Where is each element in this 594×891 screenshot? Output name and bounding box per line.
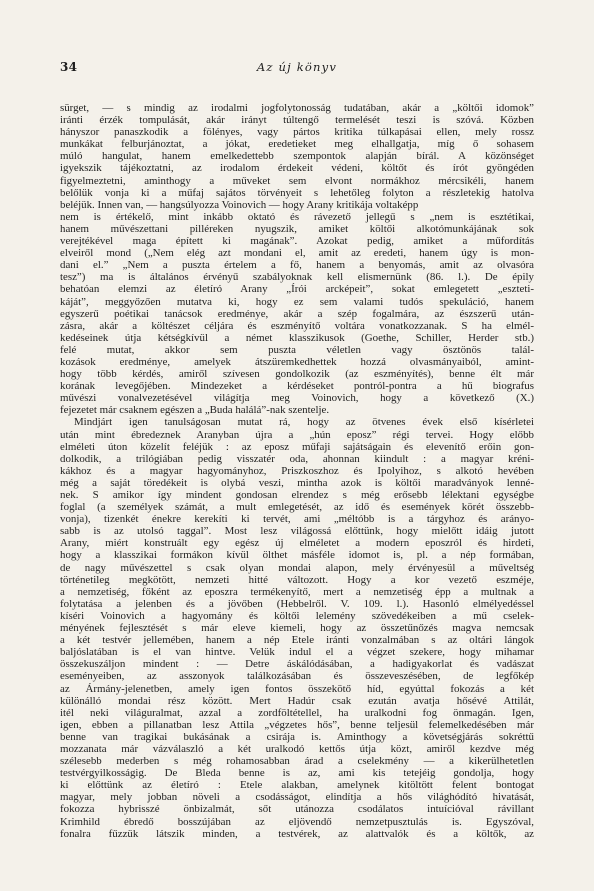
- running-title: Az új könyv: [256, 60, 338, 74]
- text-line: kozások eredménye, amelyek átszüremkedhettek hozzá olvasmányaiból, amint-: [60, 355, 534, 368]
- text-line: hogy a klasszikai formákon kívül ölthet másféle idomot is, pl. a nép formában,: [60, 549, 534, 562]
- text-line: ki előttünk az életíró : Etele alakban, amelynek kitöltött felent bontogat: [60, 779, 534, 792]
- text-line: korának levegőjében. Mindezeket a kérdéseket pontról-pontra a hű biografus: [60, 380, 534, 393]
- text-line: igyekszik tájékoztatni, az irodalom érdekeit védeni, költőt és írót gyöngéden: [60, 162, 534, 175]
- text-line: elveiről mond („Nem elég azt mondani el, amit az eredeti, hanem úgy is mon-: [60, 247, 534, 260]
- text-line: felé mutat, akkor sem puszta véletlen vagy ösztönös talál-: [60, 343, 534, 356]
- text-line: hogy több kérdés, amiről szívesen gondolkozik (az eszményítés), benne élt már: [60, 368, 534, 381]
- text-line: vonja), tizenkét énekre kerekíti ki tervét, ami „méltóbb is a tárgyhoz és arányo-: [60, 513, 534, 526]
- text-line: behatóan elemzi az életíró Arany „Írói arcképeit”, sokat emlegetett „eszteti-: [60, 283, 534, 296]
- text-line: fokozza hybrisszé önbizalmát, sőt utánozza csodálatos intuícióval rávillant: [60, 803, 534, 816]
- text-line: összekuszáljon mindent : — Detre áskálódásában, a hadigyakorlat és vadászat: [60, 658, 534, 671]
- text-line: kíséri Voinovich a hagyomány és költői lelemény szövedékeiben a mű cselek-: [60, 609, 534, 622]
- body-text: [60, 102, 534, 840]
- text-line: egyszerű poétikai tanácsok eredménye, akár a szép fogalmára, az észszerű után-: [60, 307, 534, 320]
- text-line: az Ármány-jelenetben, amely igen fontos összekötő híd, egyúttal fokozás a két: [60, 682, 534, 695]
- text-line: itél neki világuralmat, azzal a zordföltétellel, ha uralkodni fog önmagán. Igen,: [60, 706, 534, 719]
- text-line: történetileg megkötött, nemzeti hitté változott. Hogy a kor vezető eszméje,: [60, 573, 534, 586]
- text-line: Mindjárt igen tanulságosan mutat rá, hogy az ötvenes évek első kísérletei: [74, 416, 534, 429]
- text-line: Krimhild ébredő bosszújában az eljövendő nemzetpusztulás is. Egyszóval,: [60, 815, 534, 828]
- text-line: szélesebb mederben s még rohamosabban árad a cselekmény — a kikerülhetetlen: [60, 755, 534, 768]
- text-line: belőlük vonja ki a műfaj sajátos törvényeit s lehetőleg folyton a részletekig hatolva: [60, 186, 534, 199]
- text-line: után mint ébredeznek Aranyban újra a „hún eposz” régi tervei. Hogy előbb: [60, 428, 534, 441]
- text-line: még a saját töredékeit is olybá veszi, mintha azok is költői maradványok lenné-: [60, 476, 534, 489]
- text-line: munkákat felburjánoztat, a jókat, eredetieket meg elhallgatja, míg ő sohasem: [60, 138, 534, 151]
- text-line: elméleti úton közelít feléjük : az eposz műfaji sajátságain és elevenítő erőin gon-: [60, 440, 534, 453]
- text-line: fonalra fűzzük látszik minden, a testvérek, az alattvalók és a költők, az: [60, 827, 534, 840]
- text-line: baljóslatában is el van hintve. Velük indul el a végzet szekere, hogy mihamar: [60, 646, 534, 659]
- page-header: [60, 60, 534, 76]
- text-line: fejezetet már csaknem egészen a „Buda halálá”-nak szentelje.: [60, 404, 330, 417]
- text-line: dani el.” „Nem a puszta értelem a fő, hanem a benyomás, amit az olvasóra: [60, 259, 534, 272]
- text-line: káját”, meggyőzően mutatva ki, hogy ez sem valami tudós spekuláció, hanem: [60, 295, 534, 308]
- text-line: Arany, miért konstruált egy egész új elméletet a modern eposzról és hirdeti,: [60, 537, 534, 550]
- text-line: nek. S amikor így mindent gondosan elrendez s még erősebb lélektani egységbe: [60, 489, 534, 501]
- text-line: múló hangulat, hanem emelkedettebb szempontok alapján bírál. A közönséget: [60, 150, 534, 163]
- text-line: igen, ebben a pillanatban lesz Attila „végzetes hős”, benne teljesül felemelkedésében már: [60, 718, 534, 731]
- page-number: 34: [60, 60, 78, 74]
- text-line: benne van tragikai bukásának a csirája is. Aminthogy a követségjárás sokréttű: [60, 730, 534, 743]
- text-line: figyelmeztetni, aminthogy a műveket sem elvont normákhoz mércsikéli, hanem: [60, 174, 534, 187]
- text-line: verejtékével maga épített ki magának”. Azokat pedig, amiket a műfordítás: [60, 235, 534, 248]
- text-line: iránti érzék tompulását, akár irányt túltengő termelését teszi is szóvá. Közben: [60, 114, 534, 127]
- text-line: művészi vonalvezetésével világítja meg Voinovich, hogy a következő (X.): [60, 392, 534, 405]
- text-line: különálló mondai rész között. Mert Hadúr csak ezután avatja hősévé Attilát,: [60, 694, 534, 707]
- text-line: sabb is az utolsó taggal”. Most lesz világossá előttünk, hogy mielőtt idáig jutott: [60, 525, 534, 538]
- text-line: tesz”) ma is általános érvényű szabályoknak kell elismernünk (86. l.). De épily: [60, 271, 534, 284]
- text-line: magyar, mely jobban növeli a csodásságot, elindítja a hős világhódító hivatását,: [60, 791, 534, 804]
- text-line: dolkodik, a trilógiában pedig visszatér oda, ahonnan kiindult : a magyar kréni-: [60, 452, 534, 465]
- text-line: ményének fejlesztését s már eleve kiemeli, hogy az összetűnőzés magva nemcsak: [60, 622, 534, 635]
- text-line: kedéseinek útja kétségkívül a német klasszikusok (Goethe, Schiller, Herder stb.): [60, 331, 534, 344]
- text-line: folytatása a jelenben és a jövőben (Hebbelről. V. 109. l.). Hasonló elmélyedéssel: [60, 597, 534, 610]
- text-line: mozzanata már vázválaszló a két uralkodó kettős útja közt, amiről kezdve még: [60, 742, 534, 755]
- text-line: de nagy művészettel s csak olyan mondai alapon, mely érvényesül a műveltség: [60, 561, 534, 574]
- text-line: eseményeiben, az asszonyok találkozásában és összeveszésében, de legfőkép: [60, 670, 534, 683]
- text-line: kákhoz és a magyar hagyományhoz, Priszkoszhoz és Ipolyihoz, s alkotó hevében: [60, 464, 534, 477]
- text-line: a nemzetiség, főként az eposzra termékenyítő, mert a nemzetiség épp a multnak a: [60, 585, 534, 598]
- text-line: hányszor panaszkodik a fölényes, vagy pártos kritika túlkapásai ellen, mely rossz: [60, 126, 534, 139]
- text-line: beléjük. Innen van, — hangsúlyozza Voinovich — hogy Arany kritikája voltaképp: [60, 198, 419, 211]
- text-line: sürget, — s mindig az irodalmi jogfolytonosság tudatában, akár a „költői idomok”: [60, 102, 534, 114]
- text-line: nem is értékelő, mint inkább oktató és rávezető jellegű s „nem is esztétikai,: [60, 210, 534, 223]
- text-line: a két testvér jellemében, hanem a nép Etele iránti vonzalmában s az oltári lángok: [60, 634, 534, 647]
- text-line: hanem művészettani pilléreken nyugszik, amiket költői alkotómunkájának sok: [60, 222, 534, 235]
- text-line: zásra, akár a költészet céljára és eszményítő voltára vonatkozzanak. S ha elmél-: [60, 319, 534, 332]
- text-line: foglal (a személyek számát, a mult emlegetését, az idő és események körét összebb-: [60, 501, 534, 514]
- text-line: testvérgyilkosságig. De Bleda benne is az, ami kis tetejéig gondolja, hogy: [60, 767, 534, 780]
